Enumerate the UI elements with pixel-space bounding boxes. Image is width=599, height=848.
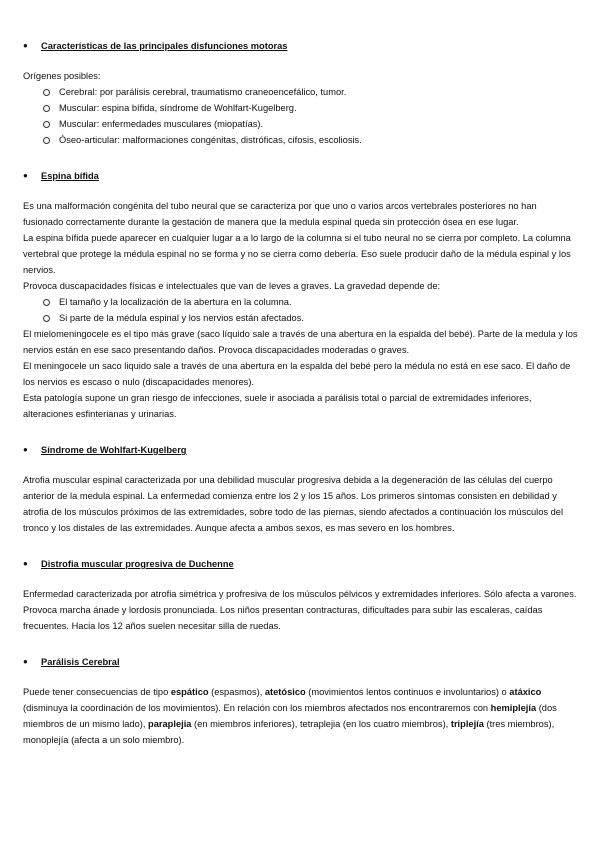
paragraph: Atrofia muscular espinal caracterizada por una debilidad muscular progresiva debida a la degeneración de las células del cuerpo anterior de la medula espinal. La enfermedad comienza entre los 2 y los 15 años. Los primeros síntomas consisten en debilidad y atrofia de los músculos próximos de las extremidades, sobre todo de las piernas, siendo afectados a continuación los músculos del tronco y los distales de las extremidades. Aunque afecta a ambos sexos, es mas severo en los hombres. xyxy=(23,475,564,533)
section-heading xyxy=(23,168,578,184)
paragraph: El mielomeningocele es el tipo más grave (saco líquido sale a través de una abertura en la espalda del bebé). Parte de la medula y los nervios están en ese saco presentando daños. Provoca discapacidades moderadas o graves. xyxy=(23,329,578,355)
circle-bullet-icon xyxy=(43,137,50,144)
paragraph: Esta patología supone un gran riesgo de infecciones, suele ir asociada a parálisis total o parcial de extremidades inferiores, alteraciones esfinterianas y urinarias. xyxy=(23,393,532,419)
bullet-icon: ● xyxy=(23,657,28,666)
keyword: hemiplejía xyxy=(490,703,537,713)
section-heading xyxy=(23,38,578,54)
keyword: atáxico xyxy=(509,687,542,697)
keyword: triplejía xyxy=(450,719,484,729)
circle-bullet-icon xyxy=(43,299,50,306)
paragraph: Es una malformación congénita del tubo neural que se caracteriza por que uno o varios arcos vertebrales posteriores no han fusionado correctamente durante la gestación de manera que la medula espinal queda sin protección ósea en ese lugar. xyxy=(23,201,537,227)
paragraph: El meningocele un saco liquido sale a través de una abertura en la espalda del bebé pero la médula no está en ese saco. El daño de los nervios es escaso o nulo (discapacidades menores). xyxy=(23,361,571,387)
list-item xyxy=(23,100,578,116)
list-item xyxy=(23,310,578,326)
list-item-text: Muscular: enfermedades musculares (miopatías). xyxy=(59,119,264,129)
bullet-icon: ● xyxy=(23,559,28,568)
list-item-text: Cerebral: por parálisis cerebral, traumatismo craneoencefálico, tumor. xyxy=(59,87,347,97)
section-heading xyxy=(23,654,578,670)
document-content xyxy=(23,38,578,748)
text-run: (tres miembros), monoplejía (afecta a un solo miembro). xyxy=(23,719,555,745)
circle-bullet-icon xyxy=(43,89,50,96)
circle-bullet-icon xyxy=(43,105,50,112)
section-title: Síndrome de Wohlfart-Kugelberg xyxy=(41,445,187,455)
paragraph: Enfermedad caracterizada por atrofia simétrica y profresiva de los músculos pélvicos y extremidades inferiores. Sólo afecta a varones. Provoca marcha ánade y lordosis pronunciada. Los niños presentan contracturas, dificultades para subir las escaleras, caídas frecuentes. Hacia los 12 años suelen necesitar silla de ruedas. xyxy=(23,589,577,631)
keyword: atetósico xyxy=(264,687,306,697)
keyword: espático xyxy=(170,687,209,697)
section-title: Parálisis Cerebral xyxy=(41,657,120,667)
list-item-text: Si parte de la médula espinal y los nervios están afectados. xyxy=(59,313,304,323)
list-item xyxy=(23,294,578,310)
text-run: Puede tener consecuencias de tipo xyxy=(23,687,171,697)
text-run: (espasmos), xyxy=(208,687,265,697)
text-run: (movimientos lentos continuos e involuntarios) o xyxy=(305,687,510,697)
circle-bullet-icon xyxy=(43,121,50,128)
text-run: (en miembros inferiores), tetraplejia (en los cuatro miembros), xyxy=(191,719,451,729)
paragraph xyxy=(23,684,578,748)
list-item-text: Óseo-articular: malformaciones congénitas, distróficas, cifosis, escoliosis. xyxy=(59,135,362,145)
list-item xyxy=(23,116,578,132)
section-title: Características de las principales disfunciones motoras xyxy=(41,41,288,51)
paragraph: La espina bífida puede aparecer en cualquier lugar a a lo largo de la columna si el tubo neural no se cierra por completo. La columna vertebral que protege la médula espinal no se forma y no se cierra como debería. Eso suele producir daño de la médula espinal y los nervios. xyxy=(23,233,571,275)
paragraph: Provoca duscapacidades físicas e intelectuales que van de leves a graves. La gravedad depende de: xyxy=(23,281,441,291)
circle-bullet-icon xyxy=(43,315,50,322)
bullet-icon: ● xyxy=(23,445,28,454)
list-item xyxy=(23,132,578,148)
section-title: Espina bífida xyxy=(41,171,99,181)
list-item-text: El tamaño y la localización de la abertura en la columna. xyxy=(59,297,292,307)
keyword: paraplejia xyxy=(148,719,192,729)
section-heading xyxy=(23,442,578,458)
list-item xyxy=(23,84,578,100)
text-run: (dos miembros de un mismo lado), xyxy=(23,703,557,729)
bullet-icon: ● xyxy=(23,41,28,50)
section-title: Distrofia muscular progresiva de Duchenne xyxy=(41,559,234,569)
bullet-icon: ● xyxy=(23,171,28,180)
text-run: (disminuya la coordinación de los movimientos). En relación con los miembros afectados nos encontraremos con xyxy=(23,703,491,713)
paragraph: Orígenes posibles: xyxy=(23,71,101,81)
list-item-text: Muscular: espina bífida, síndrome de Wohlfart-Kugelberg. xyxy=(59,103,297,113)
section-heading xyxy=(23,556,578,572)
